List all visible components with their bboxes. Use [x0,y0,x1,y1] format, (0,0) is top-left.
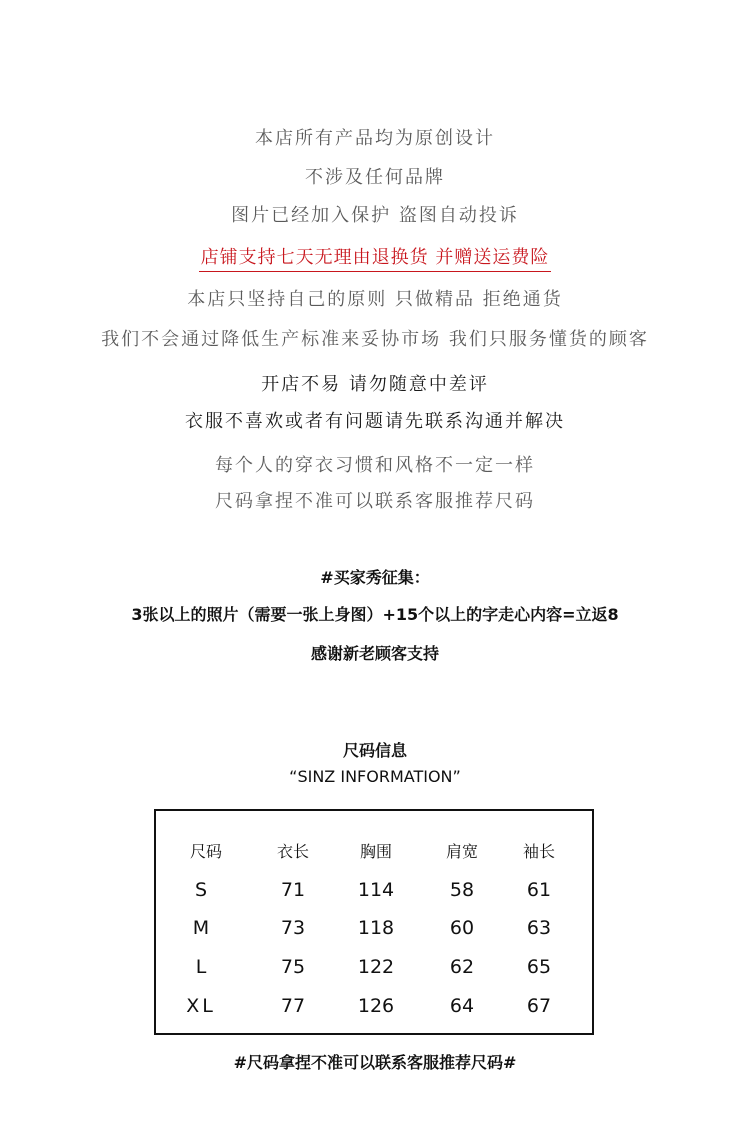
header-sleeve: 袖长 [522,842,555,861]
notice-return-policy: 店铺支持七天无理由退换货 并赠送运费险 [0,243,750,269]
size-info-footer: #尺码拿捏不准可以联系客服推荐尺码# [233,1053,517,1072]
row-s-size: S [194,879,208,901]
notice-image-protection: 图片已经加入保护 盗图自动投诉 [231,205,519,226]
size-table [154,809,594,1035]
notice-principle: 本店只坚持自己的原则 只做精品 拒绝通货 [187,289,563,310]
row-l-sleeve: 65 [526,956,552,978]
size-info-subtitle: “SINZ INFORMATION” [289,767,461,786]
row-l-shoulder: 62 [449,956,475,978]
notice-original-design: 本店所有产品均为原创设计 [255,128,495,149]
row-m-chest: 118 [357,917,395,939]
notice-contact-first: 衣服不喜欢或者有问题请先联系沟通并解决 [185,411,565,432]
header-size: 尺码 [189,842,222,861]
row-s-length: 71 [280,879,306,901]
row-m-sleeve: 63 [526,917,552,939]
header-length: 衣长 [276,842,309,861]
notice-no-bad-review: 开店不易 请勿随意中差评 [261,374,489,395]
notice-no-brand: 不涉及任何品牌 [305,167,445,188]
row-m-length: 73 [280,917,306,939]
row-l-chest: 122 [357,956,395,978]
header-shoulder: 肩宽 [445,842,478,861]
buyer-show-thanks: 感谢新老顾客支持 [310,644,439,663]
notice-quality-standard: 我们不会通过降低生产标准来妥协市场 我们只服务懂货的顾客 [101,329,649,350]
buyer-show-title: #买家秀征集： [320,568,430,587]
row-xl-size: XL [186,995,216,1017]
size-info-title: 尺码信息 [342,741,407,760]
row-xl-sleeve: 67 [526,995,552,1017]
row-s-sleeve: 61 [526,879,552,901]
row-l-length: 75 [280,956,306,978]
row-xl-chest: 126 [357,995,395,1017]
row-xl-length: 77 [280,995,306,1017]
notice-size-advice: 尺码拿捏不准可以联系客服推荐尺码 [215,491,535,512]
row-m-size: M [192,917,210,939]
row-s-shoulder: 58 [449,879,475,901]
notice-fit-habits: 每个人的穿衣习惯和风格不一定一样 [215,455,535,476]
row-m-shoulder: 60 [449,917,475,939]
buyer-show-rule: 3张以上的照片（需要一张上身图）+15个以上的字走心内容=立返8 [131,605,619,624]
row-xl-shoulder: 64 [449,995,475,1017]
header-chest: 胸围 [359,842,392,861]
row-l-size: L [195,956,207,978]
row-s-chest: 114 [357,879,395,901]
